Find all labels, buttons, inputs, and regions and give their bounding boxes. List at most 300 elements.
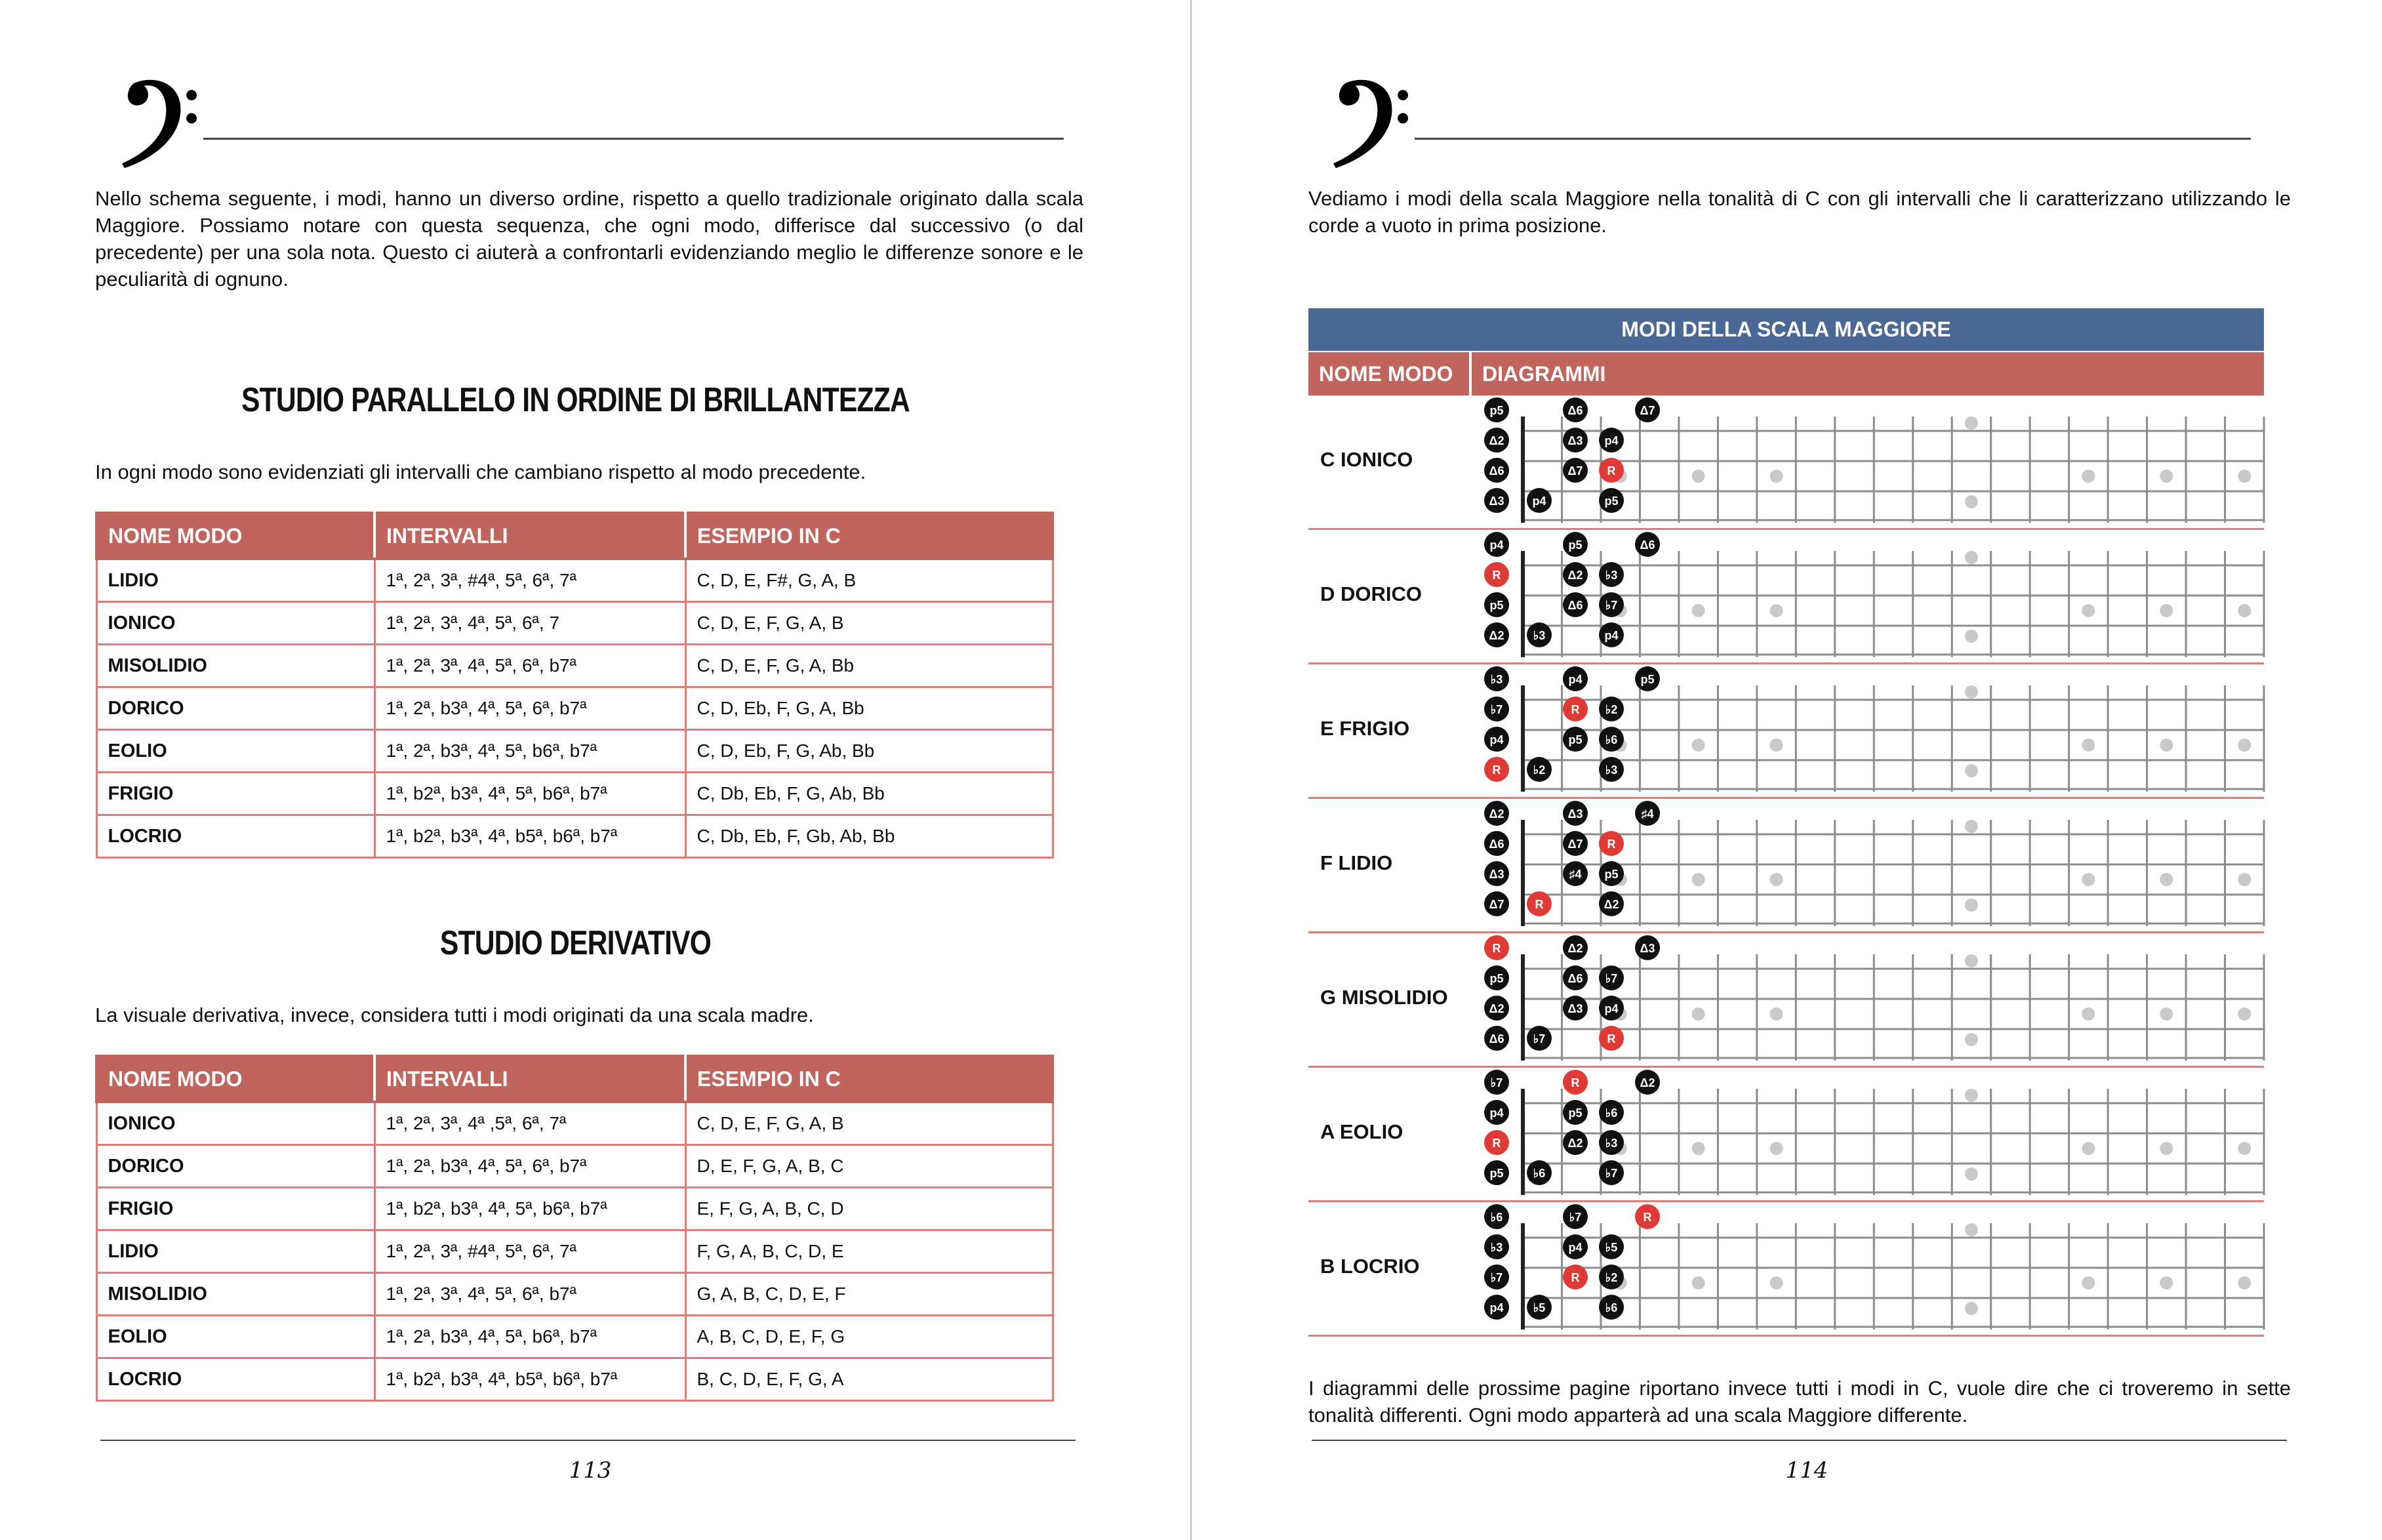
table-row: [96, 1102, 1053, 1145]
row-separator: [1308, 797, 2264, 799]
interval-note-marker: [1527, 1026, 1552, 1051]
table-row: [96, 687, 1053, 730]
footer-rule: [100, 1440, 1076, 1441]
note-label: ♭2: [1533, 763, 1546, 777]
interval-note-marker: [1484, 965, 1509, 990]
example-cell: C, Db, Eb, F, Gb, Ab, Bb: [685, 815, 1053, 858]
note-label: ♭5: [1605, 1241, 1618, 1254]
mode-name-label: B LOCRIO: [1320, 1255, 1420, 1278]
note-label: ♭3: [1605, 1137, 1618, 1150]
header-mode-name: NOME MODO: [96, 1056, 374, 1102]
position-marker-dot: [2082, 470, 2095, 483]
note-label: ♭3: [1533, 629, 1546, 642]
mode-name-cell: MISOLIDIO: [96, 645, 374, 687]
position-marker-dot: [2238, 873, 2251, 886]
mode-name-label: G MISOLIDIO: [1320, 986, 1448, 1009]
interval-note-marker: [1599, 488, 1624, 513]
interval-note-marker: [1599, 965, 1624, 990]
note-label: R: [1492, 942, 1501, 955]
position-marker-dot: [1965, 495, 1978, 508]
position-marker-dot: [2082, 604, 2095, 617]
note-label: Δ7: [1567, 838, 1583, 851]
position-marker-dot: [1965, 954, 1978, 967]
note-label: p5: [1640, 673, 1655, 686]
position-marker-dot: [1965, 685, 1978, 699]
position-marker-dot: [1965, 630, 1978, 643]
note-label: R: [1643, 1211, 1652, 1224]
mode-name-label: C IONICO: [1320, 448, 1413, 471]
interval-note-marker: [1599, 428, 1624, 453]
intervals-cell: 1ª, 2ª, 3ª, 4ª ,5ª, 6ª, 7ª: [374, 1102, 685, 1145]
interval-note-marker: [1599, 1295, 1624, 1320]
table-row: [96, 602, 1053, 645]
position-marker-dot: [2082, 1007, 2095, 1021]
note-label: ♭7: [1605, 972, 1618, 985]
bass-clef-icon: [1320, 71, 1418, 169]
position-marker-dot: [1965, 1089, 1978, 1102]
note-label: p5: [1568, 733, 1583, 746]
example-cell: C, D, E, F, G, A, B: [685, 602, 1053, 645]
note-label: Δ2: [1567, 1137, 1583, 1150]
intervals-cell: 1ª, 2ª, b3ª, 4ª, 5ª, 6ª, b7ª: [374, 687, 685, 730]
mode-name-label: A EOLIO: [1320, 1120, 1403, 1143]
header-rule: [1415, 138, 2251, 140]
note-label: p5: [1489, 1167, 1504, 1180]
table-row: [96, 645, 1053, 687]
note-label: ♭6: [1533, 1167, 1546, 1180]
note-label: Δ2: [1489, 434, 1504, 447]
intro-paragraph: Vediamo i modi della scala Maggiore nella tonalità di C con gli intervalli che li caratterizzano utilizzando le corde a vuoto in prima posizione.: [1308, 187, 2291, 237]
interval-note-marker: [1484, 1100, 1509, 1125]
mode-name-cell: EOLIO: [96, 730, 374, 773]
row-separator: [1308, 1335, 2264, 1337]
intervals-cell: 1ª, b2ª, b3ª, 4ª, 5ª, b6ª, b7ª: [374, 1188, 685, 1230]
note-label: ♯4: [1641, 807, 1654, 821]
row-separator: [1308, 1066, 2264, 1068]
parallel-modes-table: [95, 512, 1054, 859]
interval-note-marker: [1527, 488, 1552, 513]
note-label: p4: [1568, 1241, 1583, 1254]
note-label: p4: [1489, 1106, 1504, 1120]
modes-table-subheader: [1308, 352, 2264, 395]
example-cell: G, A, B, C, D, E, F: [685, 1273, 1053, 1316]
interval-note-marker: [1484, 1204, 1509, 1229]
interval-note-marker: [1599, 1100, 1624, 1125]
note-label: p4: [1568, 673, 1583, 686]
note-label: Δ6: [1489, 464, 1504, 477]
root-note-marker: [1599, 831, 1624, 856]
interval-note-marker: [1635, 397, 1660, 422]
interval-note-marker: [1484, 666, 1509, 691]
interval-note-marker: [1484, 458, 1509, 483]
interval-note-marker: [1527, 1160, 1552, 1185]
interval-note-marker: [1484, 727, 1509, 752]
interval-note-marker: [1484, 831, 1509, 856]
interval-note-marker: [1484, 1265, 1509, 1289]
note-label: p4: [1489, 733, 1504, 746]
position-marker-dot: [1692, 604, 1705, 617]
interval-note-marker: [1484, 697, 1509, 721]
interval-note-marker: [1563, 831, 1588, 856]
table-row: [96, 730, 1053, 773]
interval-note-marker: [1599, 861, 1624, 886]
row-separator: [1308, 528, 2264, 530]
fretboard-diagram: [1484, 666, 2297, 797]
note-label: Δ2: [1567, 942, 1583, 955]
position-marker-dot: [1770, 1142, 1783, 1155]
position-marker-dot: [1965, 1167, 1978, 1181]
interval-note-marker: [1563, 1234, 1588, 1259]
interval-note-marker: [1484, 1295, 1509, 1320]
table-row: [96, 1316, 1053, 1358]
position-marker-dot: [2160, 873, 2173, 886]
mode-name-cell: LOCRIO: [96, 815, 374, 858]
table-header-row: [96, 513, 1053, 559]
intro-paragraph: Nello schema seguente, i modi, hanno un diverso ordine, rispetto a quello tradizionale originato dalla scala Maggiore. Possiamo notare con questa sequenza, che ogni modo, differisce dal successivo (o dal precedente) per una sola nota. Questo ci aiuterà a confrontarli evidenziando meglio le differenze sonore e le peculiarità di ognuno.: [95, 187, 1083, 291]
note-label: R: [1492, 763, 1501, 777]
note-label: Δ2: [1640, 1076, 1655, 1089]
interval-note-marker: [1599, 891, 1624, 916]
note-label: Δ7: [1489, 898, 1504, 911]
interval-note-marker: [1563, 532, 1588, 557]
table-row: [96, 1145, 1053, 1188]
example-cell: C, D, E, F, G, A, B: [685, 1102, 1053, 1145]
note-label: ♭6: [1605, 1301, 1618, 1314]
row-separator: [1308, 1200, 2264, 1202]
note-label: Δ3: [1567, 807, 1583, 821]
intervals-cell: 1ª, b2ª, b3ª, 4ª, b5ª, b6ª, b7ª: [374, 1358, 685, 1401]
root-note-marker: [1599, 1026, 1624, 1051]
example-cell: A, B, C, D, E, F, G: [685, 1316, 1053, 1358]
note-label: p5: [1604, 495, 1619, 508]
interval-note-marker: [1484, 622, 1509, 647]
intervals-cell: 1ª, 2ª, b3ª, 4ª, 5ª, b6ª, b7ª: [374, 730, 685, 773]
note-label: p5: [1604, 868, 1619, 881]
mode-name-cell: LOCRIO: [96, 1358, 374, 1401]
example-cell: E, F, G, A, B, C, D: [685, 1188, 1053, 1230]
interval-note-marker: [1563, 1130, 1588, 1155]
position-marker-dot: [1770, 1007, 1783, 1021]
position-marker-dot: [1770, 604, 1783, 617]
section-intro-derivative: La visuale derivativa, invece, considera tutti i modi originati da una scala madre.: [95, 1003, 814, 1026]
interval-note-marker: [1484, 1160, 1509, 1185]
note-label: Δ6: [1567, 599, 1583, 612]
fretboard-diagram: [1484, 935, 2297, 1066]
interval-note-marker: [1599, 1130, 1624, 1155]
interval-note-marker: [1599, 562, 1624, 587]
note-label: ♭3: [1605, 569, 1618, 582]
mode-name-cell: IONICO: [96, 1102, 374, 1145]
note-label: p5: [1568, 538, 1583, 552]
note-label: p5: [1568, 1106, 1583, 1120]
note-label: R: [1535, 898, 1544, 911]
interval-note-marker: [1563, 996, 1588, 1021]
fretboard-diagram: [1484, 1069, 2297, 1200]
left-page: [0, 0, 1190, 1540]
mode-name-cell: DORICO: [96, 1145, 374, 1188]
note-label: R: [1492, 1137, 1501, 1150]
interval-note-marker: [1563, 592, 1588, 617]
position-marker-dot: [2160, 604, 2173, 617]
root-note-marker: [1484, 1130, 1509, 1155]
note-label: ♭5: [1533, 1301, 1546, 1314]
interval-note-marker: [1563, 1100, 1588, 1125]
position-marker-dot: [1965, 416, 1978, 430]
note-label: Δ6: [1489, 1032, 1504, 1045]
interval-note-marker: [1527, 1295, 1552, 1320]
interval-note-marker: [1599, 727, 1624, 752]
table-row: [96, 815, 1053, 858]
intervals-cell: 1ª, 2ª, 3ª, #4ª, 5ª, 6ª, 7ª: [374, 1230, 685, 1273]
table-row: [96, 559, 1053, 602]
note-label: p4: [1604, 629, 1619, 642]
position-marker-dot: [2238, 1142, 2251, 1155]
position-marker-dot: [1692, 1142, 1705, 1155]
interval-note-marker: [1599, 757, 1624, 782]
note-label: p4: [1489, 1301, 1504, 1314]
interval-note-marker: [1635, 935, 1660, 960]
bass-clef-icon: [108, 71, 207, 169]
interval-note-marker: [1599, 622, 1624, 647]
position-marker-dot: [1965, 899, 1978, 912]
note-label: R: [1607, 838, 1616, 851]
note-label: ♭6: [1490, 1211, 1503, 1224]
note-label: ♭6: [1605, 733, 1618, 746]
position-marker-dot: [1965, 1033, 1978, 1046]
interval-note-marker: [1484, 532, 1509, 557]
interval-note-marker: [1484, 428, 1509, 453]
note-label: Δ2: [1567, 569, 1583, 582]
root-note-marker: [1484, 935, 1509, 960]
intervals-cell: 1ª, 2ª, 3ª, 4ª, 5ª, 6ª, 7: [374, 602, 685, 645]
mode-name-cell: DORICO: [96, 687, 374, 730]
position-marker-dot: [2238, 1276, 2251, 1289]
interval-note-marker: [1484, 891, 1509, 916]
example-cell: D, E, F, G, A, B, C: [685, 1145, 1053, 1188]
interval-note-marker: [1484, 1234, 1509, 1259]
note-label: ♭7: [1569, 1211, 1582, 1224]
interval-note-marker: [1563, 801, 1588, 826]
note-label: p4: [1604, 434, 1619, 447]
position-marker-dot: [1692, 739, 1705, 752]
mode-name-label: D DORICO: [1320, 582, 1422, 605]
note-label: Δ2: [1489, 807, 1504, 821]
position-marker-dot: [1692, 873, 1705, 886]
closing-paragraph: I diagrammi delle prossime pagine riportano invece tutti i modi in C, vuole dire che ci troveremo in sette tonalità differenti. Ogni modo apparterà ad una scala Maggiore differente.: [1308, 1377, 2291, 1427]
note-label: p4: [1604, 1002, 1619, 1015]
interval-note-marker: [1527, 622, 1552, 647]
interval-note-marker: [1599, 1265, 1624, 1289]
note-label: ♭7: [1533, 1032, 1546, 1045]
note-label: p5: [1489, 599, 1504, 612]
example-cell: F, G, A, B, C, D, E: [685, 1230, 1053, 1273]
position-marker-dot: [2238, 1007, 2251, 1021]
note-label: ♭3: [1490, 673, 1503, 686]
position-marker-dot: [1770, 873, 1783, 886]
position-marker-dot: [1692, 470, 1705, 483]
note-label: ♭3: [1605, 763, 1618, 777]
interval-note-marker: [1527, 757, 1552, 782]
note-label: ♭2: [1605, 703, 1618, 716]
row-separator: [1308, 931, 2264, 933]
note-label: R: [1492, 569, 1501, 582]
header-example: ESEMPIO IN C: [685, 1056, 1053, 1102]
position-marker-dot: [2160, 470, 2173, 483]
interval-note-marker: [1563, 935, 1588, 960]
interval-note-marker: [1484, 592, 1509, 617]
fretboard-diagram: [1484, 800, 2297, 931]
note-label: Δ6: [1489, 838, 1504, 851]
note-label: Δ7: [1567, 464, 1583, 477]
mode-name-cell: MISOLIDIO: [96, 1273, 374, 1316]
header-mode-name: NOME MODO: [96, 513, 374, 559]
note-label: Δ6: [1567, 972, 1583, 985]
root-note-marker: [1599, 458, 1624, 483]
note-label: Δ6: [1640, 538, 1655, 552]
note-label: R: [1571, 703, 1580, 716]
modes-table-title: MODI DELLA SCALA MAGGIORE: [1308, 308, 2264, 351]
fretboard-diagram: [1484, 1204, 2297, 1335]
interval-note-marker: [1563, 1204, 1588, 1229]
note-label: R: [1607, 464, 1616, 477]
fretboard-diagram: [1484, 397, 2297, 528]
mode-name-cell: EOLIO: [96, 1316, 374, 1358]
note-label: Δ3: [1489, 868, 1504, 881]
col-diagrams: DIAGRAMMI: [1469, 352, 1605, 395]
root-note-marker: [1563, 1265, 1588, 1289]
position-marker-dot: [2082, 1142, 2095, 1155]
note-label: Δ3: [1567, 1002, 1583, 1015]
root-note-marker: [1484, 562, 1509, 587]
position-marker-dot: [2238, 739, 2251, 752]
note-label: R: [1571, 1271, 1580, 1284]
table-row: [96, 1188, 1053, 1230]
root-note-marker: [1484, 757, 1509, 782]
intervals-cell: 1ª, 2ª, b3ª, 4ª, 5ª, 6ª, b7ª: [374, 1145, 685, 1188]
note-label: ♭7: [1490, 1076, 1503, 1089]
interval-note-marker: [1635, 1070, 1660, 1095]
interval-note-marker: [1563, 397, 1588, 422]
position-marker-dot: [1692, 1276, 1705, 1289]
note-label: p4: [1489, 538, 1504, 552]
mode-name-label: E FRIGIO: [1320, 717, 1410, 740]
interval-note-marker: [1635, 666, 1660, 691]
section-intro-parallel: In ogni modo sono evidenziati gli intervalli che cambiano rispetto al modo precedente.: [95, 460, 866, 483]
position-marker-dot: [2082, 1276, 2095, 1289]
position-marker-dot: [1692, 1007, 1705, 1021]
page-number: 114: [1785, 1457, 1828, 1484]
position-marker-dot: [2160, 1276, 2173, 1289]
interval-note-marker: [1484, 488, 1509, 513]
position-marker-dot: [2238, 470, 2251, 483]
note-label: ♭7: [1605, 1167, 1618, 1180]
interval-note-marker: [1599, 1160, 1624, 1185]
note-label: R: [1607, 1032, 1616, 1045]
interval-note-marker: [1635, 801, 1660, 826]
footer-rule: [1312, 1440, 2287, 1441]
mode-name-label: F LIDIO: [1320, 851, 1393, 874]
position-marker-dot: [2082, 739, 2095, 752]
position-marker-dot: [2238, 604, 2251, 617]
example-cell: C, D, E, F#, G, A, B: [685, 559, 1053, 602]
position-marker-dot: [1965, 1223, 1978, 1236]
position-marker-dot: [2160, 1142, 2173, 1155]
fretboard-diagram: [1484, 531, 2297, 662]
interval-note-marker: [1563, 428, 1588, 453]
position-marker-dot: [1965, 820, 1978, 833]
table-row: [96, 1273, 1053, 1316]
interval-note-marker: [1563, 458, 1588, 483]
interval-note-marker: [1599, 1234, 1624, 1259]
header-intervals: INTERVALLI: [374, 513, 685, 559]
note-label: ♭7: [1490, 703, 1503, 716]
interval-note-marker: [1484, 1026, 1509, 1051]
intervals-cell: 1ª, 2ª, b3ª, 4ª, 5ª, b6ª, b7ª: [374, 1316, 685, 1358]
position-marker-dot: [1965, 1302, 1978, 1315]
note-label: Δ2: [1489, 629, 1504, 642]
position-marker-dot: [2160, 1007, 2173, 1021]
example-cell: B, C, D, E, F, G, A: [685, 1358, 1053, 1401]
header-example: ESEMPIO IN C: [685, 513, 1053, 559]
note-label: ♭3: [1490, 1241, 1503, 1254]
interval-note-marker: [1484, 861, 1509, 886]
note-label: Δ2: [1489, 1002, 1504, 1015]
note-label: ♭7: [1490, 1271, 1503, 1284]
root-note-marker: [1635, 1204, 1660, 1229]
position-marker-dot: [2082, 873, 2095, 886]
table-row: [96, 773, 1053, 815]
note-label: R: [1571, 1076, 1580, 1089]
interval-note-marker: [1599, 592, 1624, 617]
root-note-marker: [1527, 891, 1552, 916]
intervals-cell: 1ª, b2ª, b3ª, 4ª, b5ª, b6ª, b7ª: [374, 815, 685, 858]
header-rule: [203, 138, 1064, 140]
note-label: p4: [1532, 495, 1546, 508]
interval-note-marker: [1563, 861, 1588, 886]
mode-name-cell: FRIGIO: [96, 1188, 374, 1230]
derivative-modes-table: [95, 1055, 1054, 1402]
note-label: Δ3: [1489, 495, 1504, 508]
row-separator: [1308, 662, 2264, 664]
position-marker-dot: [1770, 1276, 1783, 1289]
intervals-cell: 1ª, 2ª, 3ª, #4ª, 5ª, 6ª, 7ª: [374, 559, 685, 602]
intervals-cell: 1ª, 2ª, 3ª, 4ª, 5ª, 6ª, b7ª: [374, 1273, 685, 1316]
interval-note-marker: [1563, 666, 1588, 691]
example-cell: C, D, Eb, F, G, Ab, Bb: [685, 730, 1053, 773]
note-label: Δ6: [1567, 404, 1583, 417]
note-label: ♭2: [1605, 1271, 1618, 1284]
position-marker-dot: [1770, 739, 1783, 752]
table-row: [96, 1358, 1053, 1401]
position-marker-dot: [1770, 470, 1783, 483]
position-marker-dot: [2160, 739, 2173, 752]
interval-note-marker: [1599, 996, 1624, 1021]
table-header-row: [96, 1056, 1053, 1102]
section-title-parallel: STUDIO PARALLELO IN ORDINE DI BRILLANTEZZA: [241, 381, 910, 419]
intervals-cell: 1ª, 2ª, 3ª, 4ª, 5ª, 6ª, b7ª: [374, 645, 685, 687]
mode-name-cell: LIDIO: [96, 1230, 374, 1273]
mode-name-cell: FRIGIO: [96, 773, 374, 815]
table-row: [96, 1230, 1053, 1273]
note-label: p5: [1489, 972, 1504, 985]
interval-note-marker: [1635, 532, 1660, 557]
right-page: [1192, 0, 2382, 1540]
interval-note-marker: [1563, 727, 1588, 752]
interval-note-marker: [1563, 965, 1588, 990]
interval-note-marker: [1599, 697, 1624, 721]
note-label: Δ3: [1640, 942, 1655, 955]
col-mode-name: NOME MODO: [1319, 361, 1453, 386]
